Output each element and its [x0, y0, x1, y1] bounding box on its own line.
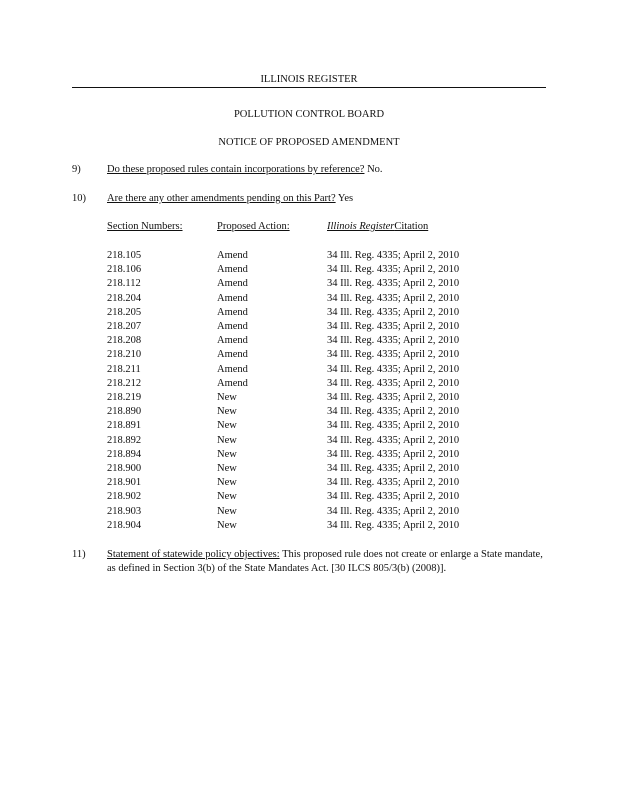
- section-number-cell: 218.903: [107, 505, 142, 517]
- proposed-action-cell: New: [217, 477, 237, 489]
- citation-cell: 34 Ill. Reg. 4335; April 2, 2010: [327, 477, 460, 489]
- header-citation: [327, 220, 428, 234]
- table-row: [107, 405, 527, 419]
- table-row: [107, 505, 527, 519]
- proposed-action-cell: Amend: [217, 363, 248, 375]
- register-title: ILLINOIS REGISTER: [260, 74, 358, 85]
- item-10-number: 10): [72, 193, 86, 204]
- proposed-action-cell: New: [217, 519, 237, 531]
- section-number-cell: 218.210: [107, 349, 142, 361]
- section-number-cell: 218.106: [107, 264, 142, 276]
- table-row: [107, 334, 527, 348]
- citation-cell: 34 Ill. Reg. 4335; April 2, 2010: [327, 306, 460, 318]
- citation-cell: 34 Ill. Reg. 4335; April 2, 2010: [327, 321, 460, 332]
- table-row: [107, 363, 527, 377]
- proposed-action-cell: New: [217, 463, 237, 474]
- item-10-question: Are there any other amendments pending on this Part?: [107, 193, 336, 204]
- table-row: [107, 419, 527, 433]
- proposed-action-cell: New: [217, 420, 237, 432]
- citation-cell: 34 Ill. Reg. 4335; April 2, 2010: [327, 519, 460, 531]
- proposed-action-cell: Amend: [217, 321, 248, 332]
- table-row: [107, 306, 527, 320]
- table-header: [107, 220, 527, 234]
- proposed-action-cell: Amend: [217, 377, 248, 389]
- section-number-cell: 218.211: [107, 363, 141, 375]
- table-row: [107, 263, 527, 277]
- table-row: [107, 434, 527, 448]
- section-number-cell: 218.904: [107, 519, 142, 531]
- table-row: [107, 476, 527, 490]
- citation-cell: 34 Ill. Reg. 4335; April 2, 2010: [327, 250, 460, 261]
- proposed-action-cell: Amend: [217, 349, 248, 361]
- proposed-action-cell: New: [217, 434, 237, 446]
- table-row: [107, 377, 527, 391]
- citation-cell: 34 Ill. Reg. 4335; April 2, 2010: [327, 335, 460, 347]
- citation-cell: 34 Ill. Reg. 4335; April 2, 2010: [327, 420, 460, 432]
- table-row: [107, 249, 527, 263]
- proposed-action-cell: New: [217, 406, 237, 418]
- citation-cell: 34 Ill. Reg. 4335; April 2, 2010: [327, 377, 460, 389]
- citation-cell: 34 Ill. Reg. 4335; April 2, 2010: [327, 406, 460, 418]
- citation-cell: 34 Ill. Reg. 4335; April 2, 2010: [327, 292, 460, 304]
- item-11-body: [107, 548, 544, 576]
- item-10-body: [107, 192, 353, 206]
- citation-cell: 34 Ill. Reg. 4335; April 2, 2010: [327, 349, 460, 361]
- item-10-answer: Yes: [337, 193, 354, 204]
- citation-cell: 34 Ill. Reg. 4335; April 2, 2010: [327, 264, 460, 276]
- header-rule: [72, 87, 546, 88]
- proposed-action-cell: Amend: [217, 250, 248, 261]
- citation-cell: 34 Ill. Reg. 4335; April 2, 2010: [327, 392, 460, 403]
- citation-cell: 34 Ill. Reg. 4335; April 2, 2010: [327, 363, 460, 375]
- citation-cell: 34 Ill. Reg. 4335; April 2, 2010: [327, 278, 460, 290]
- citation-cell: 34 Ill. Reg. 4335; April 2, 2010: [327, 463, 460, 474]
- proposed-action-cell: New: [217, 491, 237, 503]
- table-row: [107, 391, 527, 405]
- section-number-cell: 218.205: [107, 306, 142, 318]
- citation-cell: 34 Ill. Reg. 4335; April 2, 2010: [327, 448, 460, 460]
- proposed-action-cell: Amend: [217, 335, 248, 347]
- section-number-cell: 218.208: [107, 335, 142, 347]
- item-11-text: This proposed rule does not create or enlarge a State mandate, as defined in Section 3(b) of the State Mandates Act. [30 ILCS 805/3(b) (2008)].: [107, 549, 543, 574]
- header-citation-italic: Illinois Register: [327, 221, 395, 232]
- proposed-action-cell: New: [217, 505, 237, 517]
- section-number-cell: 218.900: [107, 463, 142, 474]
- section-number-cell: 218.112: [107, 278, 141, 290]
- table-row: [107, 277, 527, 291]
- item-11-number: 11): [72, 549, 86, 560]
- table-row: [107, 448, 527, 462]
- proposed-action-cell: New: [217, 392, 237, 403]
- section-number-cell: 218.105: [107, 250, 142, 261]
- item-9-body: [107, 163, 383, 177]
- table-row: [107, 462, 527, 476]
- citation-cell: 34 Ill. Reg. 4335; April 2, 2010: [327, 505, 460, 517]
- table-row: [107, 292, 527, 306]
- item-9-question: Do these proposed rules contain incorporations by reference?: [107, 164, 365, 175]
- proposed-action-cell: Amend: [217, 306, 248, 318]
- item-11-heading: Statement of statewide policy objectives:: [107, 549, 280, 560]
- header-section-numbers: Section Numbers:: [107, 221, 183, 232]
- section-number-cell: 218.204: [107, 292, 142, 304]
- section-number-cell: 218.207: [107, 321, 142, 332]
- item-9-answer: No.: [367, 164, 383, 175]
- section-number-cell: 218.890: [107, 406, 142, 418]
- board-name: POLLUTION CONTROL BOARD: [233, 109, 385, 120]
- section-number-cell: 218.901: [107, 477, 142, 489]
- proposed-action-cell: Amend: [217, 292, 248, 304]
- item-9-number: 9): [72, 164, 81, 175]
- notice-title: NOTICE OF PROPOSED AMENDMENT: [218, 137, 400, 148]
- header-proposed-action: Proposed Action:: [217, 221, 290, 232]
- proposed-action-cell: New: [217, 448, 237, 460]
- table-row: [107, 348, 527, 362]
- header-citation-rest: Citation: [394, 221, 429, 232]
- table-row: [107, 519, 527, 533]
- section-number-cell: 218.219: [107, 392, 142, 403]
- citation-cell: 34 Ill. Reg. 4335; April 2, 2010: [327, 491, 460, 503]
- proposed-action-cell: Amend: [217, 278, 248, 290]
- section-number-cell: 218.891: [107, 420, 142, 432]
- table-row: [107, 320, 527, 334]
- section-number-cell: 218.894: [107, 448, 142, 460]
- table-row: [107, 490, 527, 504]
- section-number-cell: 218.892: [107, 434, 142, 446]
- proposed-action-cell: Amend: [217, 264, 248, 276]
- section-number-cell: 218.212: [107, 377, 142, 389]
- section-number-cell: 218.902: [107, 491, 142, 503]
- citation-cell: 34 Ill. Reg. 4335; April 2, 2010: [327, 434, 460, 446]
